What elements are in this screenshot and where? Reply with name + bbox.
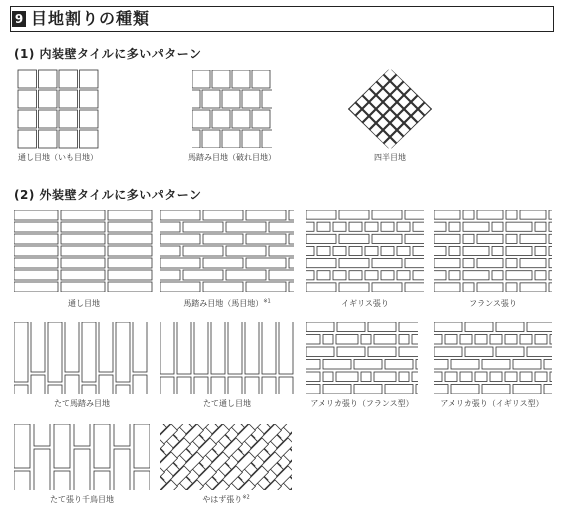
section-number-badge: 9: [12, 11, 26, 27]
caption-english-bond: イギリス張り: [341, 299, 389, 308]
caption-running-bond-interior: 馬踏み目地（破れ目地）: [188, 153, 276, 162]
pattern-flemish-bond: [434, 210, 552, 292]
exterior-heading: (2) 外装壁タイルに多いパターン: [14, 188, 202, 202]
caption-running-bond-ext: 馬踏み目地（馬目地）$^{※1}$: [183, 298, 271, 308]
pattern-running-bond-interior: [192, 70, 272, 148]
pattern-vertical-running: [14, 322, 150, 394]
caption-stack-bond-ext: 通し目地: [68, 299, 100, 308]
caption-herringbone: やはず張り$^{※2}$: [202, 494, 250, 504]
caption-vertical-running: たて馬踏み目地: [54, 399, 110, 408]
page-title: 目地割りの種類: [31, 9, 151, 28]
pattern-vertical-stack: [160, 322, 294, 394]
caption-american-english: アメリカ張り（イギリス型）: [440, 399, 544, 408]
pattern-american-english: [434, 322, 552, 394]
pattern-english-bond: [306, 210, 424, 292]
caption-american-flemish: アメリカ張り（フランス型）: [310, 399, 414, 408]
pattern-running-bond-ext: [160, 210, 294, 292]
pattern-american-flemish: [306, 322, 418, 394]
caption-vertical-stack: たて通し目地: [203, 399, 251, 408]
caption-flemish-bond: フランス張り: [469, 299, 517, 308]
pattern-herringbone: [160, 424, 292, 490]
interior-heading: (1) 内装壁タイルに多いパターン: [14, 47, 202, 61]
pattern-diagonal: [348, 68, 432, 150]
caption-diagonal: 四半目地: [374, 153, 406, 162]
pattern-stack-bond: [18, 70, 98, 148]
pattern-stack-bond-ext: [14, 210, 154, 292]
caption-stack-bond: 通し目地（いも目地）: [18, 153, 98, 162]
caption-vertical-staggered: たて張り千鳥目地: [50, 495, 114, 504]
pattern-vertical-staggered: [14, 424, 150, 490]
